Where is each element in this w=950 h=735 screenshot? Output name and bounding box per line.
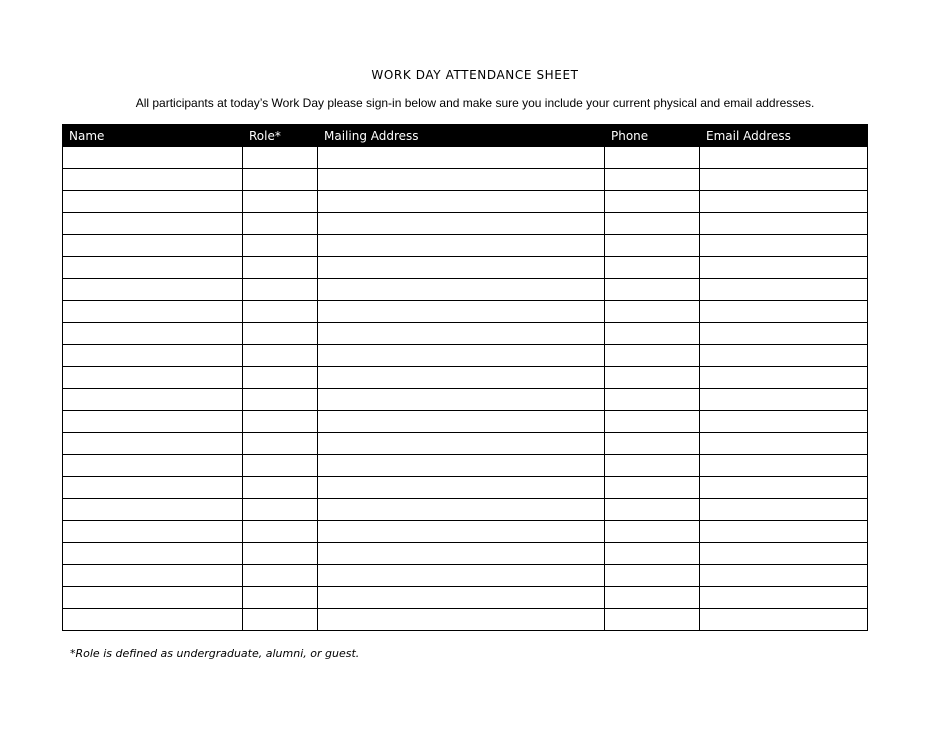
name-cell[interactable] xyxy=(63,257,243,279)
email-address-cell[interactable] xyxy=(700,389,868,411)
phone-cell[interactable] xyxy=(605,367,700,389)
mailing-address-cell[interactable] xyxy=(318,367,605,389)
name-cell[interactable] xyxy=(63,301,243,323)
name-cell[interactable] xyxy=(63,345,243,367)
email-address-cell[interactable] xyxy=(700,147,868,169)
email-address-cell[interactable] xyxy=(700,499,868,521)
role-cell[interactable] xyxy=(243,301,318,323)
phone-cell[interactable] xyxy=(605,477,700,499)
email-address-cell[interactable] xyxy=(700,543,868,565)
phone-cell[interactable] xyxy=(605,389,700,411)
role-cell[interactable] xyxy=(243,433,318,455)
email-address-cell[interactable] xyxy=(700,191,868,213)
email-address-cell[interactable] xyxy=(700,587,868,609)
role-cell[interactable] xyxy=(243,279,318,301)
name-cell[interactable] xyxy=(63,191,243,213)
name-cell[interactable] xyxy=(63,543,243,565)
mailing-address-cell[interactable] xyxy=(318,147,605,169)
email-address-cell[interactable] xyxy=(700,433,868,455)
table-row xyxy=(63,323,868,345)
name-cell[interactable] xyxy=(63,609,243,631)
mailing-address-cell[interactable] xyxy=(318,257,605,279)
name-cell[interactable] xyxy=(63,147,243,169)
name-cell[interactable] xyxy=(63,455,243,477)
email-address-cell[interactable] xyxy=(700,235,868,257)
mailing-address-cell[interactable] xyxy=(318,345,605,367)
phone-cell[interactable] xyxy=(605,455,700,477)
mailing-address-cell[interactable] xyxy=(318,411,605,433)
column-header-role: Role* xyxy=(243,125,318,147)
name-cell[interactable] xyxy=(63,235,243,257)
phone-cell[interactable] xyxy=(605,213,700,235)
role-cell[interactable] xyxy=(243,455,318,477)
mailing-address-cell[interactable] xyxy=(318,455,605,477)
role-cell[interactable] xyxy=(243,367,318,389)
role-cell[interactable] xyxy=(243,587,318,609)
email-address-cell[interactable] xyxy=(700,455,868,477)
name-cell[interactable] xyxy=(63,477,243,499)
phone-cell[interactable] xyxy=(605,169,700,191)
role-cell[interactable] xyxy=(243,235,318,257)
email-address-cell[interactable] xyxy=(700,521,868,543)
mailing-address-cell[interactable] xyxy=(318,169,605,191)
column-header-mailing-address: Mailing Address xyxy=(318,125,605,147)
column-header-name: Name xyxy=(63,125,243,147)
table-header-row xyxy=(63,125,868,147)
name-cell[interactable] xyxy=(63,433,243,455)
name-cell[interactable] xyxy=(63,279,243,301)
phone-cell[interactable] xyxy=(605,411,700,433)
table-row xyxy=(63,411,868,433)
table-row xyxy=(63,389,868,411)
mailing-address-cell[interactable] xyxy=(318,235,605,257)
table-row xyxy=(63,609,868,631)
name-cell[interactable] xyxy=(63,565,243,587)
phone-cell[interactable] xyxy=(605,433,700,455)
role-cell[interactable] xyxy=(243,213,318,235)
name-cell[interactable] xyxy=(63,389,243,411)
mailing-address-cell[interactable] xyxy=(318,521,605,543)
mailing-address-cell[interactable] xyxy=(318,499,605,521)
role-cell[interactable] xyxy=(243,389,318,411)
role-cell[interactable] xyxy=(243,499,318,521)
table-row xyxy=(63,147,868,169)
table-row xyxy=(63,477,868,499)
column-header-phone: Phone xyxy=(605,125,700,147)
role-cell[interactable] xyxy=(243,147,318,169)
email-address-cell[interactable] xyxy=(700,323,868,345)
instructions-text: All participants at today’s Work Day please sign-in below and make sure you include your current physical and email addresses. xyxy=(135,96,815,110)
name-cell[interactable] xyxy=(63,587,243,609)
name-cell[interactable] xyxy=(63,367,243,389)
phone-cell[interactable] xyxy=(605,499,700,521)
phone-cell[interactable] xyxy=(605,609,700,631)
mailing-address-cell[interactable] xyxy=(318,323,605,345)
mailing-address-cell[interactable] xyxy=(318,587,605,609)
page-title: WORK DAY ATTENDANCE SHEET xyxy=(371,68,579,82)
role-cell[interactable] xyxy=(243,411,318,433)
phone-cell[interactable] xyxy=(605,191,700,213)
email-address-cell[interactable] xyxy=(700,565,868,587)
phone-cell[interactable] xyxy=(605,147,700,169)
table-row xyxy=(63,301,868,323)
mailing-address-cell[interactable] xyxy=(318,279,605,301)
email-address-cell[interactable] xyxy=(700,213,868,235)
table-row xyxy=(63,235,868,257)
phone-cell[interactable] xyxy=(605,565,700,587)
phone-cell[interactable] xyxy=(605,323,700,345)
table-row xyxy=(63,257,868,279)
email-address-cell[interactable] xyxy=(700,367,868,389)
table-row xyxy=(63,169,868,191)
table-row xyxy=(63,433,868,455)
mailing-address-cell[interactable] xyxy=(318,191,605,213)
mailing-address-cell[interactable] xyxy=(318,389,605,411)
phone-cell[interactable] xyxy=(605,345,700,367)
phone-cell[interactable] xyxy=(605,521,700,543)
name-cell[interactable] xyxy=(63,323,243,345)
role-cell[interactable] xyxy=(243,191,318,213)
mailing-address-cell[interactable] xyxy=(318,433,605,455)
mailing-address-cell[interactable] xyxy=(318,565,605,587)
phone-cell[interactable] xyxy=(605,257,700,279)
table-row xyxy=(63,455,868,477)
table-row xyxy=(63,565,868,587)
phone-cell[interactable] xyxy=(605,543,700,565)
table-row xyxy=(63,279,868,301)
role-cell[interactable] xyxy=(243,169,318,191)
role-cell[interactable] xyxy=(243,521,318,543)
attendance-table xyxy=(62,124,868,631)
attendance-table-body xyxy=(63,147,868,631)
table-row xyxy=(63,521,868,543)
role-cell[interactable] xyxy=(243,345,318,367)
role-footnote: *Role is defined as undergraduate, alumni, or guest. xyxy=(70,647,360,660)
email-address-cell[interactable] xyxy=(700,345,868,367)
mailing-address-cell[interactable] xyxy=(318,301,605,323)
email-address-cell[interactable] xyxy=(700,411,868,433)
column-header-email-address: Email Address xyxy=(700,125,868,147)
table-row xyxy=(63,367,868,389)
email-address-cell[interactable] xyxy=(700,169,868,191)
mailing-address-cell[interactable] xyxy=(318,213,605,235)
mailing-address-cell[interactable] xyxy=(318,609,605,631)
mailing-address-cell[interactable] xyxy=(318,543,605,565)
phone-cell[interactable] xyxy=(605,587,700,609)
phone-cell[interactable] xyxy=(605,301,700,323)
email-address-cell[interactable] xyxy=(700,301,868,323)
table-row xyxy=(63,191,868,213)
phone-cell[interactable] xyxy=(605,235,700,257)
role-cell[interactable] xyxy=(243,565,318,587)
email-address-cell[interactable] xyxy=(700,257,868,279)
role-cell[interactable] xyxy=(243,477,318,499)
role-cell[interactable] xyxy=(243,609,318,631)
name-cell[interactable] xyxy=(63,521,243,543)
name-cell[interactable] xyxy=(63,411,243,433)
role-cell[interactable] xyxy=(243,323,318,345)
table-row xyxy=(63,345,868,367)
role-cell[interactable] xyxy=(243,543,318,565)
role-cell[interactable] xyxy=(243,257,318,279)
phone-cell[interactable] xyxy=(605,279,700,301)
name-cell[interactable] xyxy=(63,499,243,521)
mailing-address-cell[interactable] xyxy=(318,477,605,499)
table-row xyxy=(63,213,868,235)
table-row xyxy=(63,543,868,565)
name-cell[interactable] xyxy=(63,169,243,191)
email-address-cell[interactable] xyxy=(700,279,868,301)
table-row xyxy=(63,499,868,521)
table-row xyxy=(63,587,868,609)
email-address-cell[interactable] xyxy=(700,609,868,631)
email-address-cell[interactable] xyxy=(700,477,868,499)
name-cell[interactable] xyxy=(63,213,243,235)
